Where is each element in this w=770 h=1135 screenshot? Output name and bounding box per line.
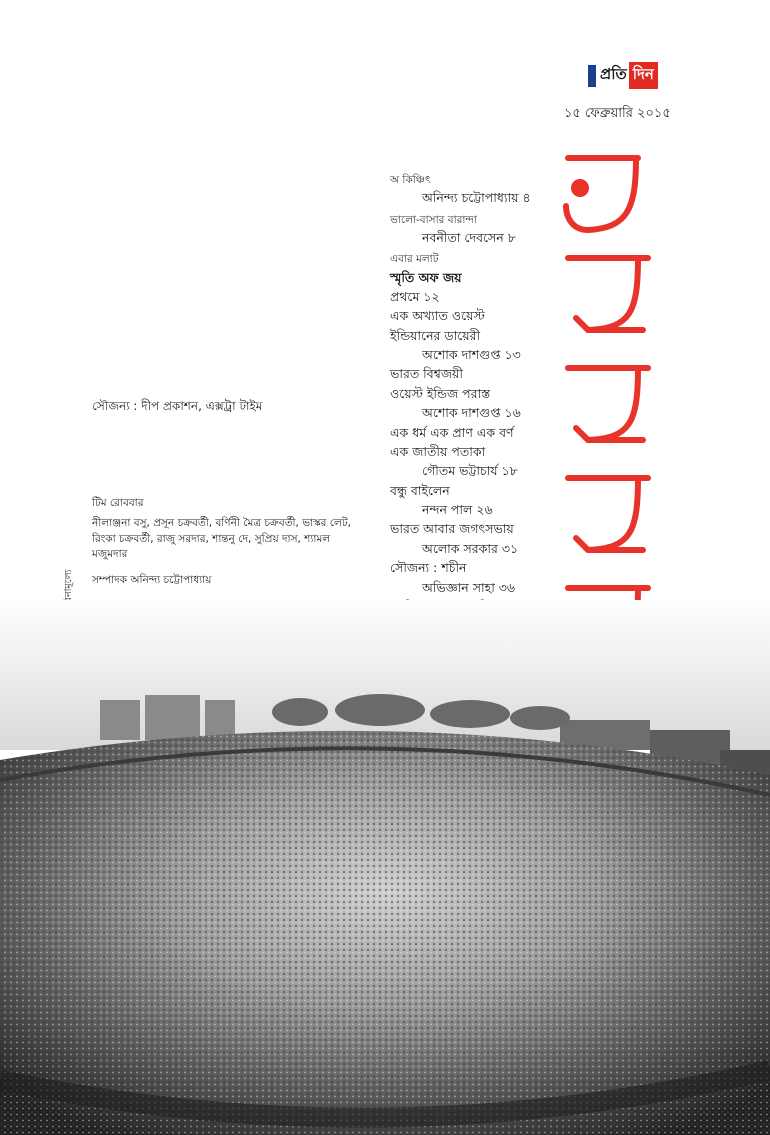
toc-entry: ওয়েস্ট ইন্ডিজ পরাস্ত [390,385,491,401]
courtesy-credit: সৌজন্য : দীপ প্রকাশন, এক্সট্রা টাইম [92,399,263,413]
team-label: টিম রোববার [92,497,144,509]
toc-entry: অ কিঞ্চিৎ [390,174,431,186]
toc-entry: বন্ধু বাইলেন [390,482,450,498]
logo-mark [588,65,596,87]
toc-entry: ভারত আবার জগৎসভায় [390,521,514,537]
masthead-title [548,118,668,668]
toc-entry: গৌতম ভট্টাচার্য ১৮ [422,463,518,479]
toc-entry: ইন্ডিয়ানের ডায়েরী [390,327,481,343]
brand-logo [588,62,658,89]
toc-entry: এক জাতীয় পতাকা [390,443,486,459]
toc-entry: অশোক দাশগুপ্ত ১৩ [422,347,521,363]
brand-left: প্রতি [600,65,627,83]
stadium-crowd-photo [0,600,770,1135]
toc-entry: ভালো-বাসার বারান্দা [390,213,477,226]
toc-entry: এক অখ্যাত ওয়েস্ট [390,308,485,324]
team-names: নীলাঞ্জনা বসু, প্রসূন চক্রবর্তী, বর্ণিনী মৈত্র চক্রবর্তী, ভাস্কর লেট, রিংকা চক্রবর্তী, রাজু সরদার, শান্তনু দে, সুপ্রিয় দাস, শ্যামল মজুমদার [92,516,351,561]
toc-entry: অভিজ্ঞান সাহা ৩৬ [422,579,516,595]
toc-entry: নন্দন পাল ২৬ [422,502,493,518]
issue-date: ১৫ ফেব্রুয়ারি ২০১৫ [564,106,671,121]
toc-entry: এবার মলাট [390,253,439,266]
toc-entry: ভারত বিশ্বজয়ী [390,366,463,382]
toc-entry: এক ধর্ম এক প্রাণ এক বর্ণ [390,424,514,440]
toc-entry: প্রথমে ১২ [390,288,440,304]
editor-credit: সম্পাদক অনিন্দ্য চট্টোপাধ্যায় [92,574,212,586]
toc-entry: অনিন্দ্য চট্টোপাধ্যায় ৪ [422,190,531,206]
toc-entry: অলোক সরকার ৩১ [422,540,519,556]
toc-entry: নবনীতা দেবসেন ৮ [422,229,516,245]
toc-entry: সৌজন্য : শচীন [390,560,467,576]
toc-entry: অশোক দাশগুপ্ত ১৬ [422,405,521,421]
brand-right: দিন [629,62,658,89]
toc-entry: স্মৃতি অফ জয় [390,269,462,285]
